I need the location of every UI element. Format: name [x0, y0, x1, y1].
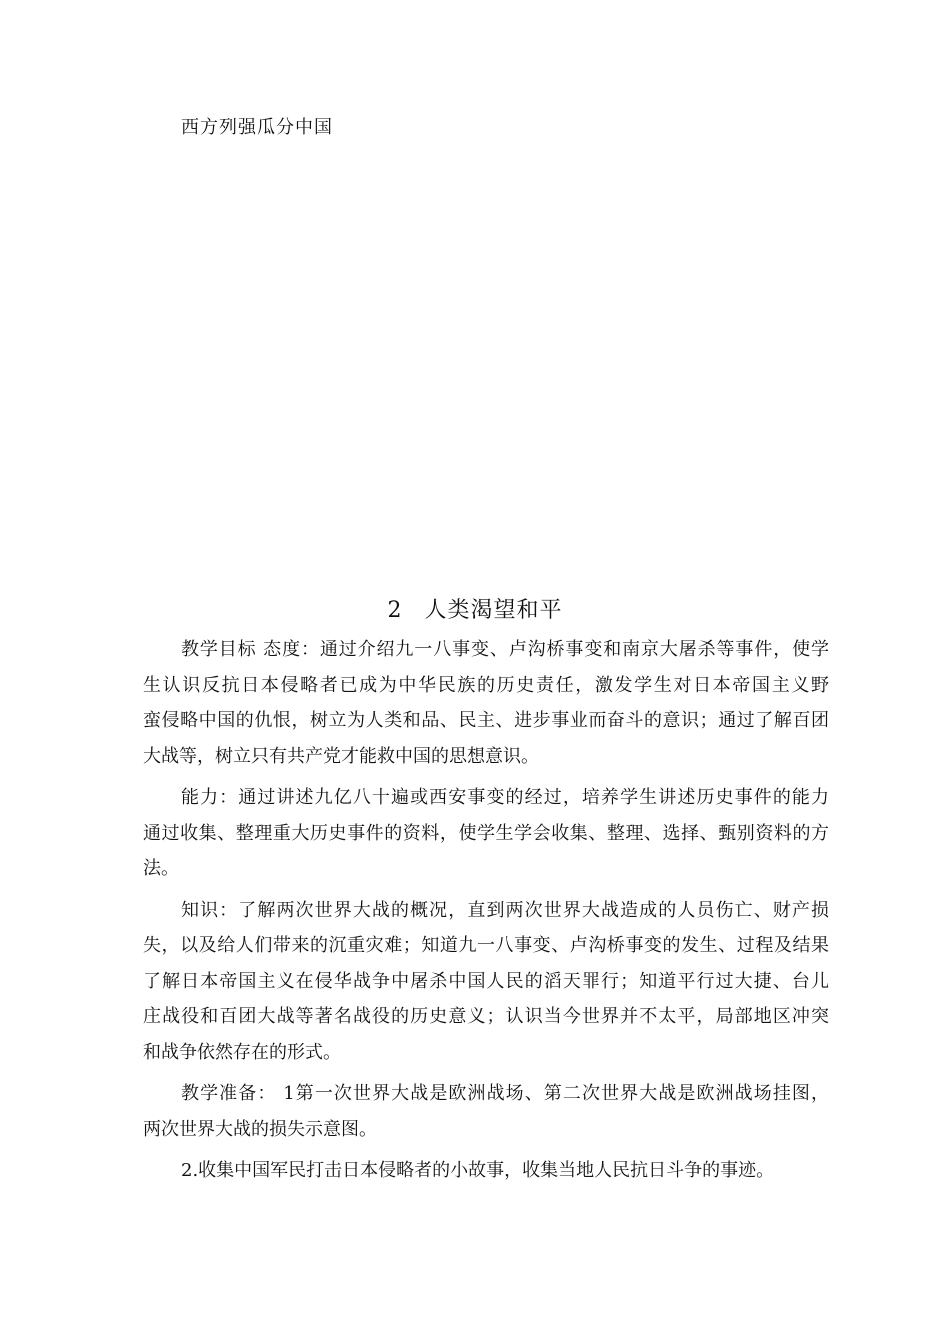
section-title [0, 593, 950, 624]
text-line: 知识：了解两次世界大战的概况，直到两次世界大战造成的人员伤亡、财产损 [181, 899, 829, 921]
paragraph-ability [143, 780, 829, 887]
paragraph-knowledge [143, 893, 829, 1071]
text-line: 和战争依然存在的形式。 [143, 1041, 341, 1063]
text-line: 庄战役和百团大战等著名战役的历史意义；认识当今世界并不太平，局部地区冲突 [143, 1006, 829, 1027]
text-line: 教学目标 态度：通过介绍九一八事变、卢沟桥事变和南京大屠杀等事件，使学 [181, 639, 829, 660]
text-line: 通过收集、整理重大历史事件的资料，使学生学会收集、整理、选择、甄别资料的方 [143, 822, 829, 844]
section-number: 2 [387, 598, 403, 623]
top-heading-text: 西方列强瓜分中国 [181, 117, 333, 138]
section-title-text: 人类渴望和平 [424, 598, 563, 623]
text-line: 蛮侵略中国的仇恨，树立为人类和品、民主、进步事业而奋斗的意识；通过了解百团 [143, 710, 829, 731]
text-line: 了解日本帝国主义在侵华战争中屠杀中国人民的滔天罪行；知道平行过大捷、台儿 [143, 970, 829, 992]
paragraph-teaching-goals [143, 632, 829, 774]
text-line: 失，以及给人们带来的沉重灾难；知道九一八事变、卢沟桥事变的发生、过程及结果 [143, 935, 829, 956]
text-line: 两次世界大战的损失示意图。 [143, 1118, 377, 1140]
text-line: 生认识反抗日本侵略者已成为中华民族的历史责任，激发学生对日本帝国主义野 [143, 674, 829, 696]
body-text [143, 632, 829, 1195]
text-line: 教学准备： 1第一次世界大战是欧洲战场、第二次世界大战是欧洲战场挂图， [181, 1083, 829, 1104]
paragraph-preparation [143, 1076, 829, 1147]
text-line: 能力：通过讲述九亿八十遍或西安事变的经过，培养学生讲述历史事件的能力 [181, 787, 829, 808]
paragraph-preparation-2 [143, 1153, 829, 1189]
text-line: 大战等，树立只有共产党才能救中国的思想意识。 [143, 745, 539, 767]
text-line: 法。 [143, 858, 179, 879]
text-line: 2.收集中国军民打击日本侵略者的小故事，收集当地人民抗日斗争的事迹。 [181, 1160, 775, 1181]
